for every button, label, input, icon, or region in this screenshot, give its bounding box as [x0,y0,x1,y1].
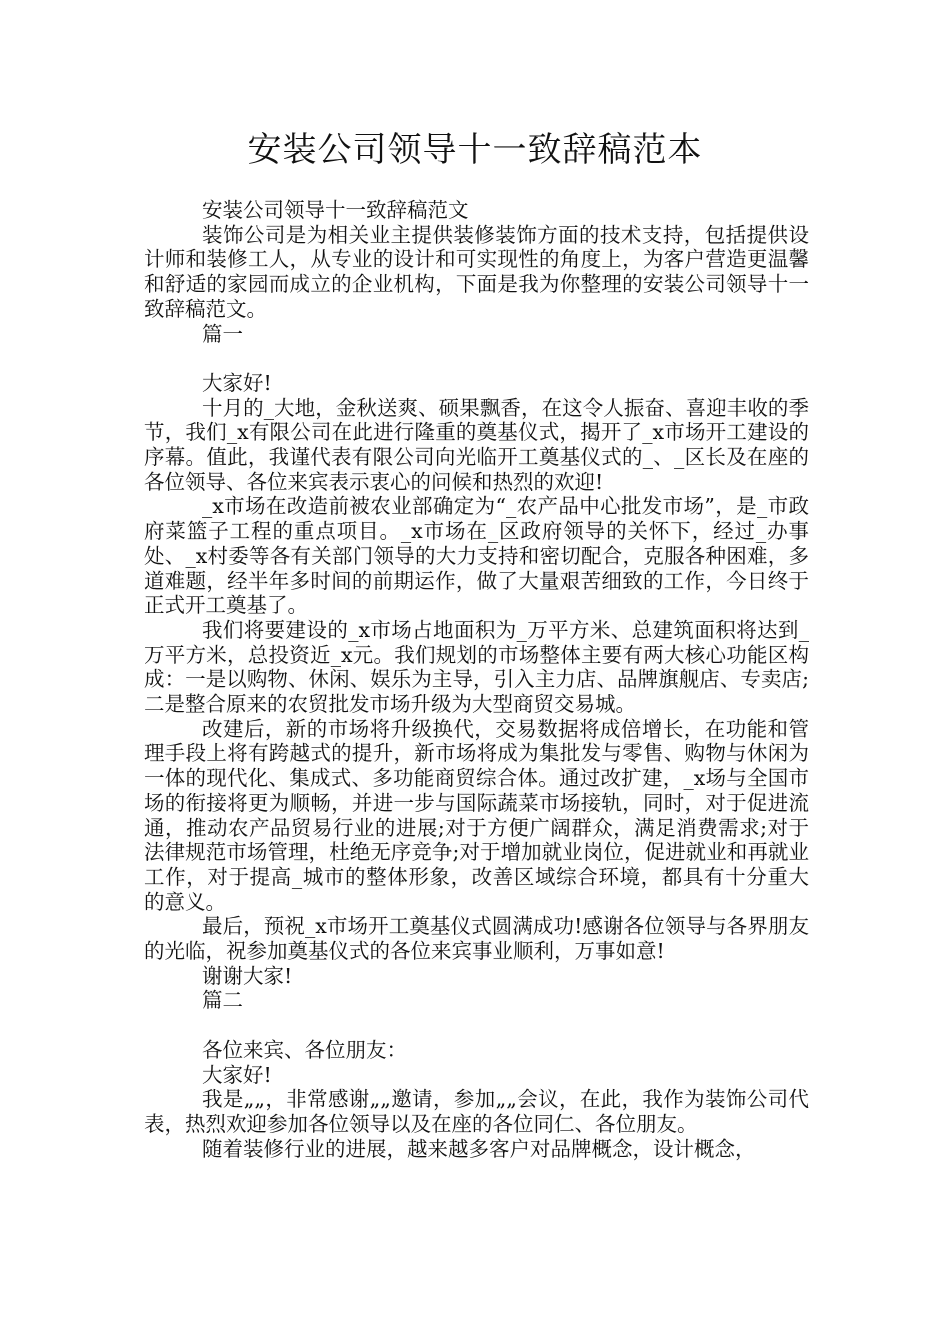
body-paragraph: 我是„„，非常感谢„„邀请，参加„„会议，在此，我作为装饰公司代表，热烈欢迎参加各位领导以及在座的各位同仁、各位朋友。 [144,1087,809,1136]
document-body [144,198,809,1161]
intro-paragraph: 装饰公司是为相关业主提供装修装饰方面的技术支持，包括提供设计师和装修工人，从专业的设计和可实现性的角度上，为客户营造更温馨和舒适的家园而成立的企业机构，下面是我为你整理的安装公司领导十一致辞稿范文。 [144,222,809,321]
section-heading-1: 篇一 [202,321,243,346]
section-heading-2: 篇二 [202,988,243,1013]
subtitle-paragraph: 安装公司领导十一致辞稿范文 [202,198,469,222]
salutation-paragraph: 各位来宾、各位朋友： [202,1037,407,1062]
greeting-paragraph: 大家好! [202,1062,272,1087]
closing-paragraph: 谢谢大家! [202,963,293,988]
body-paragraph: 随着装修行业的进展，越来越多客户对品牌概念，设计概念， [202,1136,756,1161]
body-paragraph: _x市场在改造前被农业部确定为“_农产品中心批发市场”，是_市政府菜篮子工程的重点项目。_x市场在_区政府领导的关怀下，经过_办事处、_x村委等各有关部门领导的大力支持和密切配合，克服各种困难，多道难题，经半年多时间的前期运作，做了大量艰苦细致的工作，今日终于正式开工奠基了。 [144,494,809,618]
body-paragraph: 改建后，新的市场将升级换代，交易数据将成倍增长，在功能和管理手段上将有跨越式的提升，新市场将成为集批发与零售、购物与休闲为一体的现代化、集成式、多功能商贸综合体。通过改扩建，_x场与全国市场的衔接将更为顺畅，并进一步与国际蔬菜市场接轨，同时，对于促进流通，推动农产品贸易行业的进展;对于方便广阔群众，满足消费需求;对于法律规范市场管理，杜绝无序竞争;对于增加就业岗位，促进就业和再就业工作，对于提高_城市的整体形象，改善区域综合环境，都具有十分重大的意义。 [144,716,809,914]
body-paragraph: 十月的_大地，金秋送爽、硕果飘香，在这令人振奋、喜迎丰收的季节，我们_x有限公司在此进行隆重的奠基仪式，揭开了_x市场开工建设的序幕。值此，我谨代表有限公司向光临开工奠基仪式的_、_区长及在座的各位领导、各位来宾表示衷心的问候和热烈的欢迎! [144,395,809,494]
blank-line [144,1013,809,1038]
page-title: 安装公司领导十一致辞稿范本 [247,130,703,170]
body-paragraph: 我们将要建设的_x市场占地面积为_万平方米、总建筑面积将达到_万平方米，总投资近_x元。我们规划的市场整体主要有两大核心功能区构成：一是以购物、休闲、娱乐为主导，引入主力店、品牌旗舰店、专卖店;二是整合原来的农贸批发市场升级为大型商贸交易城。 [144,617,809,717]
body-paragraph: 最后，预祝_x市场开工奠基仪式圆满成功!感谢各位领导与各界朋友的光临，祝参加奠基仪式的各位来宾事业顺利，万事如意! [144,914,809,964]
blank-line [144,346,809,371]
greeting-paragraph: 大家好! [202,370,272,395]
